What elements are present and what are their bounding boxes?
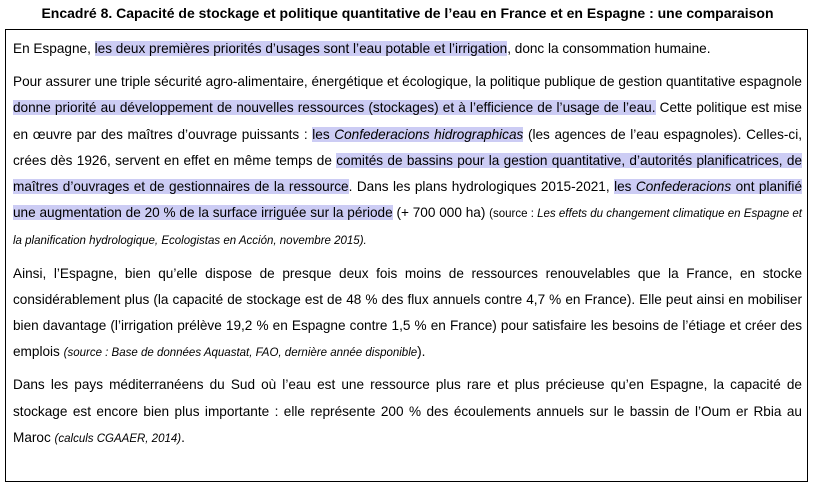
p2-highlight-2 [312, 127, 523, 142]
paragraph-3 [13, 261, 802, 367]
p2-highlight-2-name: Confederacions hidrographicas [334, 126, 524, 142]
p1-text-end: , donc la consommation humaine. [507, 41, 711, 56]
p3-text: Ainsi, l’Espagne, bien qu’elle dispose de presque deux fois moins de ressources renouvelables que la France, en stocke considérablement plus (la capacité de stockage est de 48 % des flux annuels contre 4,7 % en France). Elle peut ainsi en mobiliser bien davantage (l’irrigation prélève 19,2 % en Espagne contre 1,5 % en France) pour satisfaire les besoins de l’étiage et créer des emplois [13, 265, 802, 360]
p1-highlight: les deux premières priorités d’usages sont l’eau potable et l’irrigation [94, 41, 508, 56]
p4-source: (calculs CGAAER, 2014) [54, 432, 182, 445]
p2-text-4: . Dans les plans hydrologiques 2015-2021, [348, 179, 615, 195]
p2-source: Les effets du changement climatique en Espagne et la planification hydrologique, Ecologistas en Acción, novembre 2015). [13, 208, 802, 248]
paragraph-2 [13, 69, 802, 254]
p2-text-2: Cette politique est mise en œuvre par des maîtres d’ouvrage puissants : [13, 100, 802, 142]
paragraph-4 [13, 372, 802, 452]
p4-text: Dans les pays méditerranéens du Sud où l’eau est une ressource plus rare et plus précieuse qu’en Espagne, la capacité de stockage est encore bien plus importante : elle représente 200 % des écoulements annuels sur le bassin de l’Oum er Rbia au Maroc [13, 377, 802, 445]
p2-text-3: (les agences de l’eau espagnoles). Celles-ci, crées dès 1926, servent en effet en même temps de [13, 126, 802, 168]
p1-text: En Espagne, [13, 41, 95, 56]
p2-highlight-1: donne priorité au développement de nouvelles ressources (stockages) et à l’efficience de l’usage de l’eau. [13, 100, 656, 116]
p3-source: (source : Base de données Aquastat, FAO, dernière année disponible [63, 347, 418, 360]
p2-text-5: (+ 700 000 ha) [392, 205, 490, 221]
p2-highlight-4-rest: ont planifié une augmentation de 20 % de la surface irriguée sur la période [13, 179, 802, 221]
p2-highlight-3: comités de bassins pour la gestion quantitative, d’autorités planificatrices, de maîtres d’ouvrages et de gestionnaires de la ressource [13, 152, 803, 195]
box-title: Encadré 8. Capacité de stockage et politique quantitative de l’eau en France et en Espagne : une comparaison [41, 5, 774, 21]
p4-text-end: . [181, 429, 185, 445]
p2-highlight-4-name: Confederacions [635, 179, 732, 195]
p2-text-1: Pour assurer une triple sécurité agro-alimentaire, énergétique et écologique, la politique publique de gestion quantitative espagnole [13, 74, 802, 90]
p2-source-prefix: (source : [489, 208, 538, 221]
p2-highlight-4-prefix: les [614, 179, 636, 195]
p2-highlight-2-prefix: les [312, 126, 335, 142]
text-box [5, 29, 808, 482]
paragraph-1 [13, 36, 802, 62]
p3-text-end: ). [417, 344, 426, 360]
